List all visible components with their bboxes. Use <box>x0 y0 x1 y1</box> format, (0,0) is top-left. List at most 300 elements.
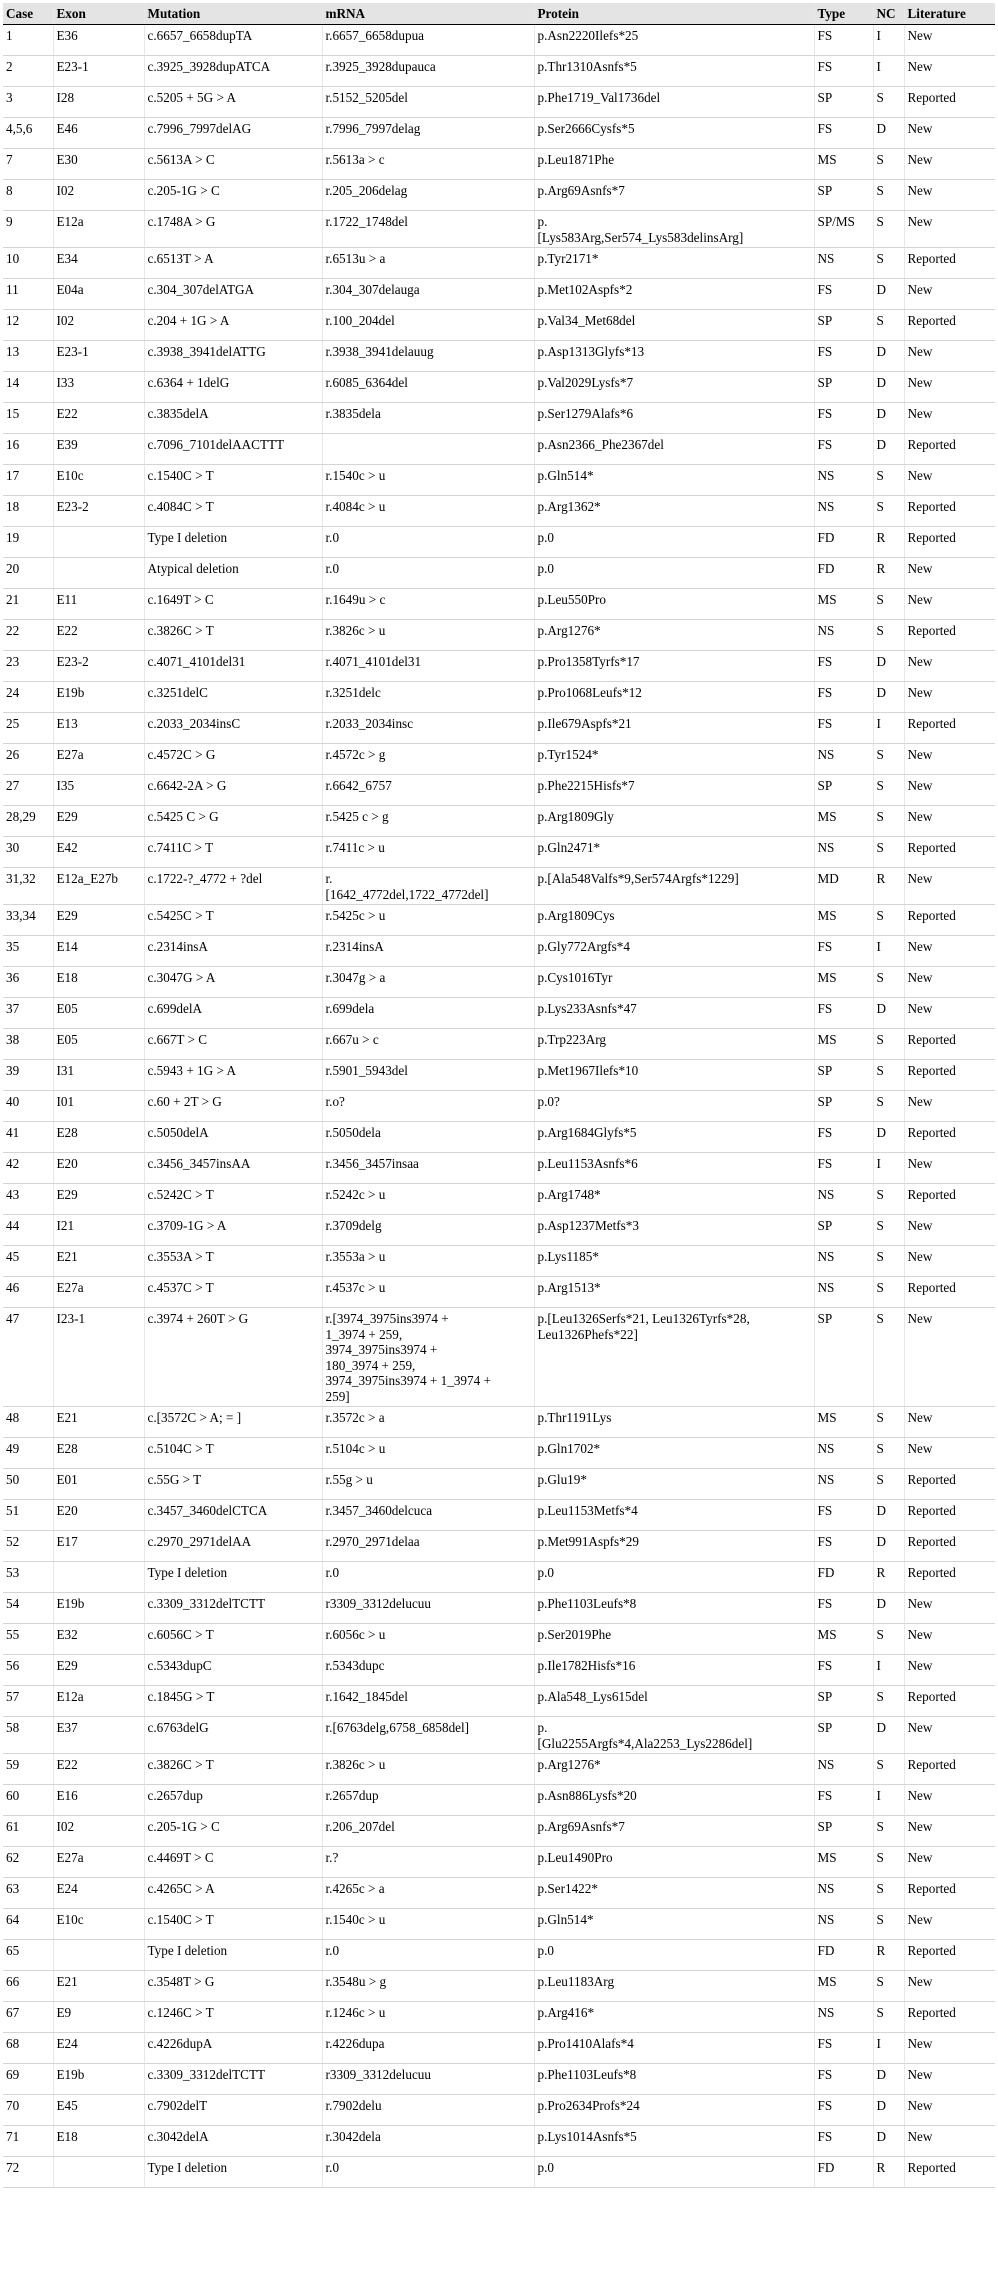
case-cell: 42 <box>3 1153 53 1184</box>
mrna-cell: r.6056c > u <box>322 1624 534 1655</box>
type-cell: SP <box>814 310 873 341</box>
mutation-cell: c.5943 + 1G > A <box>144 1060 322 1091</box>
type-cell: FS <box>814 118 873 149</box>
protein-cell: p.Leu1153Metfs*4 <box>534 1500 814 1531</box>
mutation-cell: c.3835delA <box>144 403 322 434</box>
nc-cell: S <box>873 1686 904 1717</box>
exon-cell: E10c <box>53 465 144 496</box>
case-cell: 15 <box>3 403 53 434</box>
mutation-cell: c.1540C > T <box>144 465 322 496</box>
exon-cell: E22 <box>53 403 144 434</box>
nc-cell: D <box>873 403 904 434</box>
table-row <box>3 211 995 248</box>
protein-cell: p.Met991Aspfs*29 <box>534 1531 814 1562</box>
mrna-cell: r3309_3312delucuu <box>322 1593 534 1624</box>
mrna-cell: r.2970_2971delaa <box>322 1531 534 1562</box>
nc-cell: I <box>873 2033 904 2064</box>
nc-cell: S <box>873 1816 904 1847</box>
protein-cell: p.Arg69Asnfs*7 <box>534 1816 814 1847</box>
table-row <box>3 403 995 434</box>
type-cell: FS <box>814 1531 873 1562</box>
mrna-cell <box>322 434 534 465</box>
mrna-cell: r.3925_3928dupauca <box>322 56 534 87</box>
mrna-cell: r.3548u > g <box>322 1971 534 2002</box>
mrna-cell: r.5343dupc <box>322 1655 534 1686</box>
case-cell: 67 <box>3 2002 53 2033</box>
literature-cell: Reported <box>904 2002 995 2033</box>
nc-cell: R <box>873 1940 904 1971</box>
case-cell: 71 <box>3 2126 53 2157</box>
case-cell: 2 <box>3 56 53 87</box>
mutation-cell: c.6513T > A <box>144 248 322 279</box>
protein-cell: p.[Leu1326Serfs*21, Leu1326Tyrfs*28, Leu1326Phefs*22] <box>534 1308 814 1407</box>
mutation-cell: c.3457_3460delCTCA <box>144 1500 322 1531</box>
type-cell: FS <box>814 279 873 310</box>
exon-cell: E10c <box>53 1909 144 1940</box>
mrna-cell: r.5104c > u <box>322 1438 534 1469</box>
literature-cell: New <box>904 682 995 713</box>
exon-cell: E23-2 <box>53 651 144 682</box>
table-row <box>3 149 995 180</box>
mrna-cell: r.1540c > u <box>322 465 534 496</box>
mrna-cell: r.4572c > g <box>322 744 534 775</box>
literature-cell: Reported <box>904 1686 995 1717</box>
literature-cell: New <box>904 998 995 1029</box>
literature-cell: New <box>904 558 995 589</box>
table-row <box>3 248 995 279</box>
mrna-cell: r.3938_3941delauug <box>322 341 534 372</box>
case-cell: 40 <box>3 1091 53 1122</box>
mutation-cell: c.667T > C <box>144 1029 322 1060</box>
mrna-cell: r.3572c > a <box>322 1407 534 1438</box>
table-row <box>3 1909 995 1940</box>
case-cell: 7 <box>3 149 53 180</box>
type-cell: SP/MS <box>814 211 873 248</box>
mrna-cell: r.7902delu <box>322 2095 534 2126</box>
literature-cell: New <box>904 403 995 434</box>
protein-cell: p. [Lys583Arg,Ser574_Lys583delinsArg] <box>534 211 814 248</box>
literature-cell: New <box>904 1971 995 2002</box>
exon-cell: E19b <box>53 682 144 713</box>
nc-cell: I <box>873 1655 904 1686</box>
header-case: Case <box>3 3 53 25</box>
mrna-cell: r.1540c > u <box>322 1909 534 1940</box>
literature-cell: New <box>904 1091 995 1122</box>
nc-cell: D <box>873 1122 904 1153</box>
nc-cell: S <box>873 806 904 837</box>
mutation-cell: c.1748A > G <box>144 211 322 248</box>
literature-cell: New <box>904 25 995 56</box>
type-cell: FS <box>814 651 873 682</box>
exon-cell: E46 <box>53 118 144 149</box>
exon-cell: I33 <box>53 372 144 403</box>
mrna-cell: r.4265c > a <box>322 1878 534 1909</box>
case-cell: 60 <box>3 1785 53 1816</box>
protein-cell: p.Arg1748* <box>534 1184 814 1215</box>
table-row <box>3 775 995 806</box>
type-cell: FS <box>814 25 873 56</box>
nc-cell: S <box>873 1847 904 1878</box>
case-cell: 37 <box>3 998 53 1029</box>
table-row <box>3 1686 995 1717</box>
type-cell: FS <box>814 713 873 744</box>
type-cell: FS <box>814 341 873 372</box>
mrna-cell: r.o? <box>322 1091 534 1122</box>
case-cell: 56 <box>3 1655 53 1686</box>
nc-cell: D <box>873 1500 904 1531</box>
mrna-cell: r.7996_7997delag <box>322 118 534 149</box>
case-cell: 61 <box>3 1816 53 1847</box>
nc-cell: D <box>873 2126 904 2157</box>
exon-cell: E37 <box>53 1717 144 1754</box>
table-row <box>3 1407 995 1438</box>
mrna-cell: r.[3974_3975ins3974 + 1_3974 + 259, 3974_3975ins3974 + 180_3974 + 259, 3974_3975ins3974 + 1_3974 + 259] <box>322 1308 534 1407</box>
case-cell: 25 <box>3 713 53 744</box>
nc-cell: S <box>873 967 904 998</box>
nc-cell: S <box>873 1184 904 1215</box>
protein-cell: p.Phe1103Leufs*8 <box>534 1593 814 1624</box>
exon-cell: E39 <box>53 434 144 465</box>
literature-cell: New <box>904 56 995 87</box>
mrna-cell: r.2314insA <box>322 936 534 967</box>
nc-cell: I <box>873 56 904 87</box>
exon-cell: E14 <box>53 936 144 967</box>
protein-cell: p.Asn886Lysfs*20 <box>534 1785 814 1816</box>
mrna-cell: r.4537c > u <box>322 1277 534 1308</box>
type-cell: FS <box>814 434 873 465</box>
nc-cell: R <box>873 868 904 905</box>
nc-cell: S <box>873 149 904 180</box>
literature-cell: New <box>904 775 995 806</box>
type-cell: MS <box>814 1971 873 2002</box>
exon-cell: I21 <box>53 1215 144 1246</box>
nc-cell: D <box>873 1593 904 1624</box>
exon-cell: E29 <box>53 905 144 936</box>
protein-cell: p.Thr1310Asnfs*5 <box>534 56 814 87</box>
type-cell: NS <box>814 1754 873 1785</box>
mutation-cell: c.2033_2034insC <box>144 713 322 744</box>
exon-cell: E23-2 <box>53 496 144 527</box>
literature-cell: New <box>904 211 995 248</box>
case-cell: 57 <box>3 1686 53 1717</box>
nc-cell: S <box>873 180 904 211</box>
nc-cell: D <box>873 118 904 149</box>
protein-cell: p.Phe1719_Val1736del <box>534 87 814 118</box>
exon-cell <box>53 527 144 558</box>
type-cell: NS <box>814 620 873 651</box>
mutation-cell: c.5425C > T <box>144 905 322 936</box>
exon-cell: E12a_E27b <box>53 868 144 905</box>
mutation-cell: c.6364 + 1delG <box>144 372 322 403</box>
mrna-cell: r.5242c > u <box>322 1184 534 1215</box>
case-cell: 23 <box>3 651 53 682</box>
mutation-cell: c.5425 C > G <box>144 806 322 837</box>
case-cell: 9 <box>3 211 53 248</box>
type-cell: NS <box>814 1246 873 1277</box>
mrna-cell: r.4084c > u <box>322 496 534 527</box>
literature-cell: Reported <box>904 1277 995 1308</box>
case-cell: 59 <box>3 1754 53 1785</box>
mrna-cell: r.0 <box>322 1562 534 1593</box>
type-cell: MS <box>814 1847 873 1878</box>
literature-cell: New <box>904 1215 995 1246</box>
protein-cell: p.Tyr2171* <box>534 248 814 279</box>
literature-cell: New <box>904 180 995 211</box>
literature-cell: New <box>904 2095 995 2126</box>
type-cell: MS <box>814 967 873 998</box>
protein-cell: p.Ile1782Hisfs*16 <box>534 1655 814 1686</box>
mutation-cell: c.6763delG <box>144 1717 322 1754</box>
protein-cell: p.Arg1362* <box>534 496 814 527</box>
protein-cell: p.0 <box>534 527 814 558</box>
table-row <box>3 279 995 310</box>
literature-cell: New <box>904 589 995 620</box>
literature-cell: New <box>904 1909 995 1940</box>
type-cell: NS <box>814 248 873 279</box>
mutation-cell: c.1246C > T <box>144 2002 322 2033</box>
nc-cell: I <box>873 713 904 744</box>
table-row <box>3 1469 995 1500</box>
protein-cell: p.Lys233Asnfs*47 <box>534 998 814 1029</box>
nc-cell: S <box>873 2002 904 2033</box>
mrna-cell: r.3042dela <box>322 2126 534 2157</box>
case-cell: 3 <box>3 87 53 118</box>
mutation-cell: Type I deletion <box>144 2157 322 2188</box>
mrna-cell: r.699dela <box>322 998 534 1029</box>
mrna-cell: r.3826c > u <box>322 1754 534 1785</box>
type-cell: FS <box>814 2095 873 2126</box>
type-cell: SP <box>814 1091 873 1122</box>
table-row <box>3 1940 995 1971</box>
exon-cell: E17 <box>53 1531 144 1562</box>
type-cell: MS <box>814 589 873 620</box>
protein-cell: p.Asp1237Metfs*3 <box>534 1215 814 1246</box>
nc-cell: D <box>873 341 904 372</box>
mutation-cell: c.1540C > T <box>144 1909 322 1940</box>
table-row <box>3 465 995 496</box>
exon-cell: E29 <box>53 806 144 837</box>
table-row <box>3 2033 995 2064</box>
case-cell: 47 <box>3 1308 53 1407</box>
mutation-cell: c.4537C > T <box>144 1277 322 1308</box>
literature-cell: New <box>904 1717 995 1754</box>
literature-cell: Reported <box>904 1940 995 1971</box>
nc-cell: S <box>873 465 904 496</box>
type-cell: SP <box>814 87 873 118</box>
case-cell: 4,5,6 <box>3 118 53 149</box>
mutation-cell: c.4469T > C <box>144 1847 322 1878</box>
exon-cell: E29 <box>53 1655 144 1686</box>
exon-cell: E27a <box>53 1277 144 1308</box>
protein-cell: p.Lys1014Asnfs*5 <box>534 2126 814 2157</box>
mutation-cell: c.3826C > T <box>144 620 322 651</box>
nc-cell: I <box>873 25 904 56</box>
protein-cell: p.Ala548_Lys615del <box>534 1686 814 1717</box>
table-row <box>3 1531 995 1562</box>
mrna-cell: r.0 <box>322 558 534 589</box>
nc-cell: S <box>873 1215 904 1246</box>
literature-cell: Reported <box>904 434 995 465</box>
nc-cell: D <box>873 279 904 310</box>
table-row <box>3 1754 995 1785</box>
type-cell: FS <box>814 2033 873 2064</box>
mutation-cell: c.699delA <box>144 998 322 1029</box>
type-cell: SP <box>814 372 873 403</box>
exon-cell <box>53 1562 144 1593</box>
type-cell: FD <box>814 1940 873 1971</box>
table-row <box>3 651 995 682</box>
literature-cell: Reported <box>904 496 995 527</box>
type-cell: FS <box>814 936 873 967</box>
literature-cell: New <box>904 1308 995 1407</box>
mutation-cell: c.60 + 2T > G <box>144 1091 322 1122</box>
nc-cell: S <box>873 620 904 651</box>
table-row <box>3 713 995 744</box>
mutation-cell: c.3709-1G > A <box>144 1215 322 1246</box>
protein-cell: p.Arg416* <box>534 2002 814 2033</box>
type-cell: SP <box>814 1308 873 1407</box>
case-cell: 31,32 <box>3 868 53 905</box>
type-cell: SP <box>814 180 873 211</box>
type-cell: FS <box>814 1785 873 1816</box>
table-row <box>3 2064 995 2095</box>
mrna-cell: r.[6763delg,6758_6858del] <box>322 1717 534 1754</box>
table-row <box>3 118 995 149</box>
type-cell: NS <box>814 465 873 496</box>
case-cell: 21 <box>3 589 53 620</box>
exon-cell: E9 <box>53 2002 144 2033</box>
literature-cell: Reported <box>904 527 995 558</box>
protein-cell: p.Arg1276* <box>534 1754 814 1785</box>
protein-cell: p.Leu1153Asnfs*6 <box>534 1153 814 1184</box>
case-cell: 43 <box>3 1184 53 1215</box>
protein-cell: p.Asp1313Glyfs*13 <box>534 341 814 372</box>
mrna-cell: r3309_3312delucuu <box>322 2064 534 2095</box>
case-cell: 63 <box>3 1878 53 1909</box>
nc-cell: R <box>873 1562 904 1593</box>
protein-cell: p.0 <box>534 2157 814 2188</box>
mrna-cell: r.3709delg <box>322 1215 534 1246</box>
table-row <box>3 682 995 713</box>
literature-cell: New <box>904 1655 995 1686</box>
protein-cell: p.Ser1422* <box>534 1878 814 1909</box>
table-row <box>3 806 995 837</box>
exon-cell: I28 <box>53 87 144 118</box>
literature-cell: New <box>904 1624 995 1655</box>
mrna-cell: r.205_206delag <box>322 180 534 211</box>
nc-cell: S <box>873 1624 904 1655</box>
case-cell: 11 <box>3 279 53 310</box>
exon-cell: E28 <box>53 1122 144 1153</box>
nc-cell: S <box>873 905 904 936</box>
exon-cell: I01 <box>53 1091 144 1122</box>
exon-cell <box>53 558 144 589</box>
type-cell: NS <box>814 1438 873 1469</box>
type-cell: FS <box>814 2064 873 2095</box>
case-cell: 30 <box>3 837 53 868</box>
mrna-cell: r.5425 c > g <box>322 806 534 837</box>
mrna-cell: r.5152_5205del <box>322 87 534 118</box>
table-row <box>3 1624 995 1655</box>
literature-cell: Reported <box>904 713 995 744</box>
literature-cell: New <box>904 936 995 967</box>
literature-cell: Reported <box>904 620 995 651</box>
type-cell: MD <box>814 868 873 905</box>
type-cell: MS <box>814 905 873 936</box>
exon-cell: E21 <box>53 1971 144 2002</box>
header-mrna: mRNA <box>322 3 534 25</box>
mutation-cell: c.3456_3457insAA <box>144 1153 322 1184</box>
case-cell: 17 <box>3 465 53 496</box>
protein-cell: p.Pro1358Tyrfs*17 <box>534 651 814 682</box>
type-cell: FS <box>814 1655 873 1686</box>
mrna-cell: r.1642_1845del <box>322 1686 534 1717</box>
table-row <box>3 744 995 775</box>
nc-cell: S <box>873 1308 904 1407</box>
protein-cell: p.Leu1183Arg <box>534 1971 814 2002</box>
table-row <box>3 1215 995 1246</box>
mrna-cell: r. [1642_4772del,1722_4772del] <box>322 868 534 905</box>
table-row <box>3 1717 995 1754</box>
mutation-table <box>3 3 995 2188</box>
exon-cell: E05 <box>53 1029 144 1060</box>
header-type: Type <box>814 3 873 25</box>
protein-cell: p.Leu1871Phe <box>534 149 814 180</box>
literature-cell: Reported <box>904 87 995 118</box>
nc-cell: S <box>873 1754 904 1785</box>
mutation-cell: c.3974 + 260T > G <box>144 1308 322 1407</box>
mrna-cell: r.3456_3457insaa <box>322 1153 534 1184</box>
exon-cell: E22 <box>53 620 144 651</box>
mutation-cell: Type I deletion <box>144 1940 322 1971</box>
nc-cell: S <box>873 1060 904 1091</box>
protein-cell: p.Ser2666Cysfs*5 <box>534 118 814 149</box>
mutation-cell: c.1845G > T <box>144 1686 322 1717</box>
protein-cell: p.Met102Aspfs*2 <box>534 279 814 310</box>
exon-cell: I02 <box>53 310 144 341</box>
protein-cell: p.Cys1016Tyr <box>534 967 814 998</box>
case-cell: 44 <box>3 1215 53 1246</box>
case-cell: 12 <box>3 310 53 341</box>
protein-cell: p.Leu550Pro <box>534 589 814 620</box>
exon-cell: E27a <box>53 744 144 775</box>
table-row <box>3 1971 995 2002</box>
table-row <box>3 1122 995 1153</box>
type-cell: MS <box>814 1624 873 1655</box>
type-cell: FS <box>814 56 873 87</box>
literature-cell: New <box>904 372 995 403</box>
mutation-cell: c.6642-2A > G <box>144 775 322 806</box>
mrna-cell: r.55g > u <box>322 1469 534 1500</box>
nc-cell: D <box>873 1717 904 1754</box>
mrna-cell: r.6657_6658dupua <box>322 25 534 56</box>
table-row <box>3 1153 995 1184</box>
header-row <box>3 3 995 25</box>
table-row <box>3 1785 995 1816</box>
literature-cell: New <box>904 1246 995 1277</box>
exon-cell: I02 <box>53 180 144 211</box>
mrna-cell: r.0 <box>322 1940 534 1971</box>
nc-cell: S <box>873 87 904 118</box>
table-row <box>3 936 995 967</box>
exon-cell: I23-1 <box>53 1308 144 1407</box>
mutation-cell: c.55G > T <box>144 1469 322 1500</box>
nc-cell: S <box>873 248 904 279</box>
exon-cell: E24 <box>53 1878 144 1909</box>
nc-cell: S <box>873 744 904 775</box>
table-row <box>3 1029 995 1060</box>
exon-cell: E11 <box>53 589 144 620</box>
